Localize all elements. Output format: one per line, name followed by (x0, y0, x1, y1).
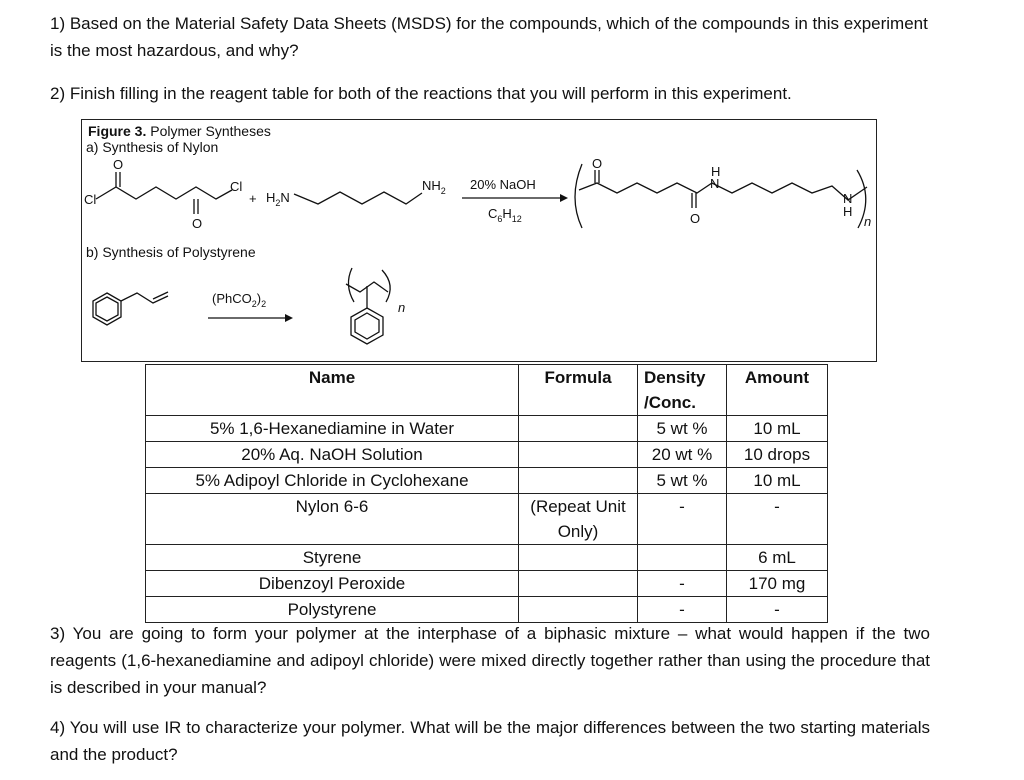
figure-title-bold: Figure 3. (88, 123, 147, 139)
cell-formula[interactable] (519, 468, 638, 494)
label-n-right: N (843, 191, 853, 206)
label-nh2: $NH_2$ (422, 178, 446, 196)
label-o-bottom: O (192, 216, 203, 231)
cell-amount[interactable]: - (727, 494, 828, 545)
cell-formula[interactable] (519, 571, 638, 597)
header-amount: Amount (727, 365, 828, 416)
reagent-naoh: 20% NaOH (470, 177, 536, 192)
reagent-benzoyl-peroxide: $(PhCO_2)_2$ (212, 291, 267, 309)
cell-name[interactable]: 5% Adipoyl Chloride in Cyclohexane (146, 468, 519, 494)
cell-density[interactable]: - (638, 571, 727, 597)
label-o-product-bottom: O (690, 211, 701, 226)
solvent-cyclohexane: $C_6H_{12}$ (488, 206, 522, 224)
question-2: 2) Finish filling in the reagent table for both of the reactions that you will perform in this experiment. (50, 84, 792, 103)
table-row (146, 442, 828, 468)
cell-amount[interactable]: 170 mg (727, 571, 828, 597)
cell-density[interactable]: - (638, 494, 727, 545)
table-row (146, 494, 828, 545)
figure-polymer-syntheses (81, 119, 877, 362)
cell-amount[interactable]: 6 mL (727, 545, 828, 571)
figure-subtitle-polystyrene: b) Synthesis of Polystyrene (86, 244, 256, 260)
cell-amount[interactable]: 10 drops (727, 442, 828, 468)
cell-formula[interactable] (519, 442, 638, 468)
cell-name[interactable]: 5% 1,6-Hexanediamine in Water (146, 416, 519, 442)
cell-formula[interactable] (519, 597, 638, 623)
cell-name[interactable]: Styrene (146, 545, 519, 571)
cell-name[interactable]: Polystyrene (146, 597, 519, 623)
label-h-top: H (711, 164, 721, 179)
label-cl-right: Cl (230, 179, 243, 194)
bracket-left (575, 164, 582, 228)
table-row (146, 416, 828, 442)
label-h2n: $H_2N$ (266, 190, 290, 208)
header-formula: Formula (519, 365, 638, 416)
cell-density[interactable]: 5 wt % (638, 468, 727, 494)
cell-amount[interactable]: 10 mL (727, 416, 828, 442)
label-o-top: O (113, 157, 124, 172)
cell-formula[interactable] (519, 416, 638, 442)
table-header-row (146, 365, 828, 416)
hexanediamine-structure (294, 192, 422, 204)
cell-name[interactable]: Dibenzoyl Peroxide (146, 571, 519, 597)
figure-title-rest: Polymer Syntheses (146, 123, 271, 139)
figure-subtitle-nylon: a) Synthesis of Nylon (86, 139, 219, 155)
question-4: 4) You will use IR to characterize your polymer. What will be the major differences between the two starting materials and the product? (50, 718, 930, 764)
question-1: 1) Based on the Material Safety Data Sheets (MSDS) for the compounds, which of the compounds in this experiment is the most hazardous, and why? (50, 14, 928, 60)
cell-name[interactable]: Nylon 6-6 (146, 494, 519, 545)
label-n-top: N (710, 176, 720, 191)
table-row (146, 545, 828, 571)
cell-formula[interactable]: (Repeat Unit Only) (519, 494, 638, 545)
cell-density[interactable]: 20 wt % (638, 442, 727, 468)
table-row (146, 468, 828, 494)
subscript-n-nylon: n (864, 214, 872, 229)
label-o-product-top: O (592, 156, 603, 171)
header-name: Name (146, 365, 519, 416)
header-density: Density /Conc. (638, 365, 727, 416)
reagent-table (145, 364, 828, 623)
cell-amount[interactable]: 10 mL (727, 468, 828, 494)
table-row (146, 571, 828, 597)
styrene-structure (93, 293, 121, 325)
ps-bracket-left (348, 268, 354, 302)
cell-amount[interactable]: - (727, 597, 828, 623)
label-cl-left: Cl (84, 192, 97, 207)
nylon-structure (579, 183, 867, 200)
question-3: 3) You are going to form your polymer at the interphase of a biphasic mixture – what would happen if the two reagents (1,6-hexanediamine and adipoyl chloride) were mixed directly together rather than using the procedure that is described in your manual? (50, 624, 930, 697)
cell-density[interactable] (638, 545, 727, 571)
cell-density[interactable]: - (638, 597, 727, 623)
reaction-scheme (82, 120, 876, 361)
cell-name[interactable]: 20% Aq. NaOH Solution (146, 442, 519, 468)
adipoyl-chloride-structure (96, 187, 232, 199)
subscript-n-polystyrene: n (398, 300, 406, 315)
plus-sign: + (249, 191, 257, 206)
cell-density[interactable]: 5 wt % (638, 416, 727, 442)
cell-formula[interactable] (519, 545, 638, 571)
table-row (146, 597, 828, 623)
label-h-right: H (843, 204, 853, 219)
ps-bracket-right (382, 270, 390, 302)
